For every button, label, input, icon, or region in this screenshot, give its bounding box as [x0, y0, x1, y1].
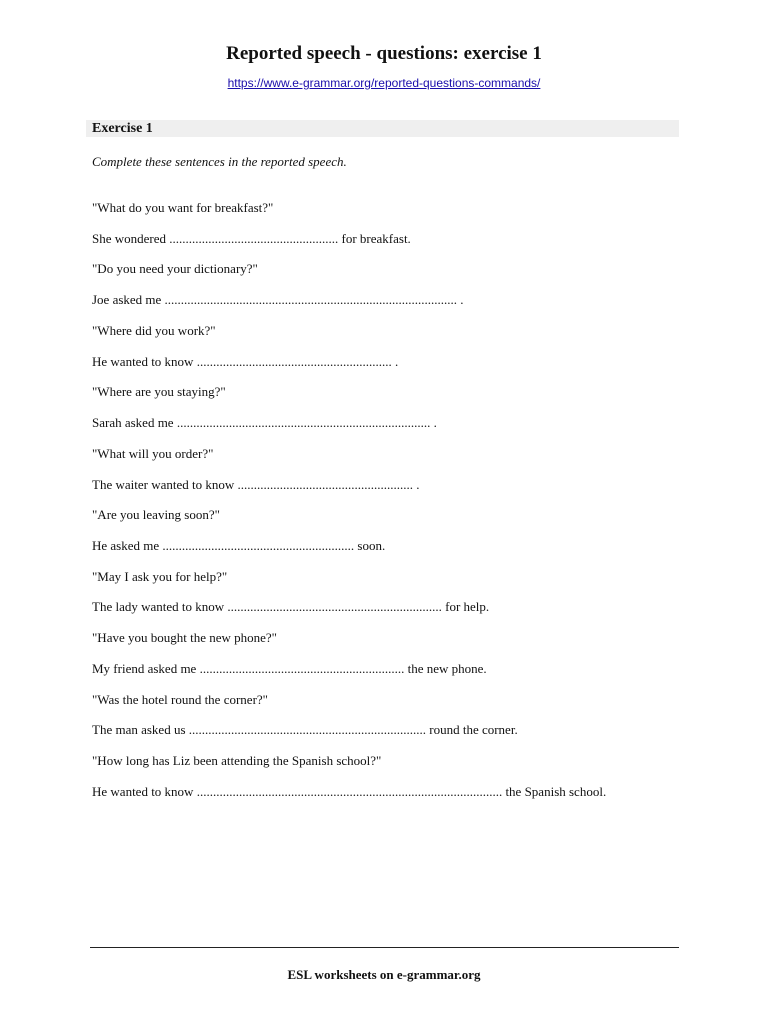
question-line: "Where did you work?": [92, 323, 216, 338]
answer-line: He asked me ........................................................... soon.: [92, 538, 386, 553]
footer-text: ESL worksheets on e-grammar.org: [287, 967, 481, 982]
answer-line: Sarah asked me .............................................................................. .: [92, 415, 437, 430]
question-line: "Have you bought the new phone?": [92, 630, 277, 645]
source-link[interactable]: https://www.e-grammar.org/reported-questions-commands/: [227, 76, 541, 90]
answer-line: Joe asked me .......................................................................................... .: [92, 292, 464, 307]
answer-line: He wanted to know .............................................................................................. the Spanish school.: [92, 784, 607, 799]
footer-divider: [90, 947, 679, 948]
source-url: [0, 75, 768, 91]
exercise-instruction: Complete these sentences in the reported speech.: [92, 154, 347, 169]
question-line: "What will you order?": [92, 446, 214, 461]
question-line: "May I ask you for help?": [92, 569, 228, 584]
answer-line: The waiter wanted to know ...................................................... .: [92, 477, 420, 492]
answer-line: He wanted to know ............................................................ .: [92, 354, 399, 369]
question-line: "Are you leaving soon?": [92, 507, 220, 522]
answer-line: The lady wanted to know .................................................................. for help.: [92, 599, 490, 614]
answer-line: My friend asked me ............................................................... the new phone.: [92, 661, 487, 676]
question-line: "Was the hotel round the corner?": [92, 692, 268, 707]
answer-line: The man asked us ......................................................................... round the corner.: [92, 722, 518, 737]
question-line: "Do you need your dictionary?": [92, 261, 258, 276]
page-title: Reported speech - questions: exercise 1: [226, 43, 542, 64]
exercise-header-bar: [86, 120, 679, 137]
question-line: "Where are you staying?": [92, 384, 226, 399]
question-line: "What do you want for breakfast?": [92, 200, 274, 215]
answer-line: She wondered .................................................... for breakfast.: [92, 231, 411, 246]
question-line: "How long has Liz been attending the Spanish school?": [92, 753, 382, 768]
exercise-heading: Exercise 1: [92, 121, 153, 136]
